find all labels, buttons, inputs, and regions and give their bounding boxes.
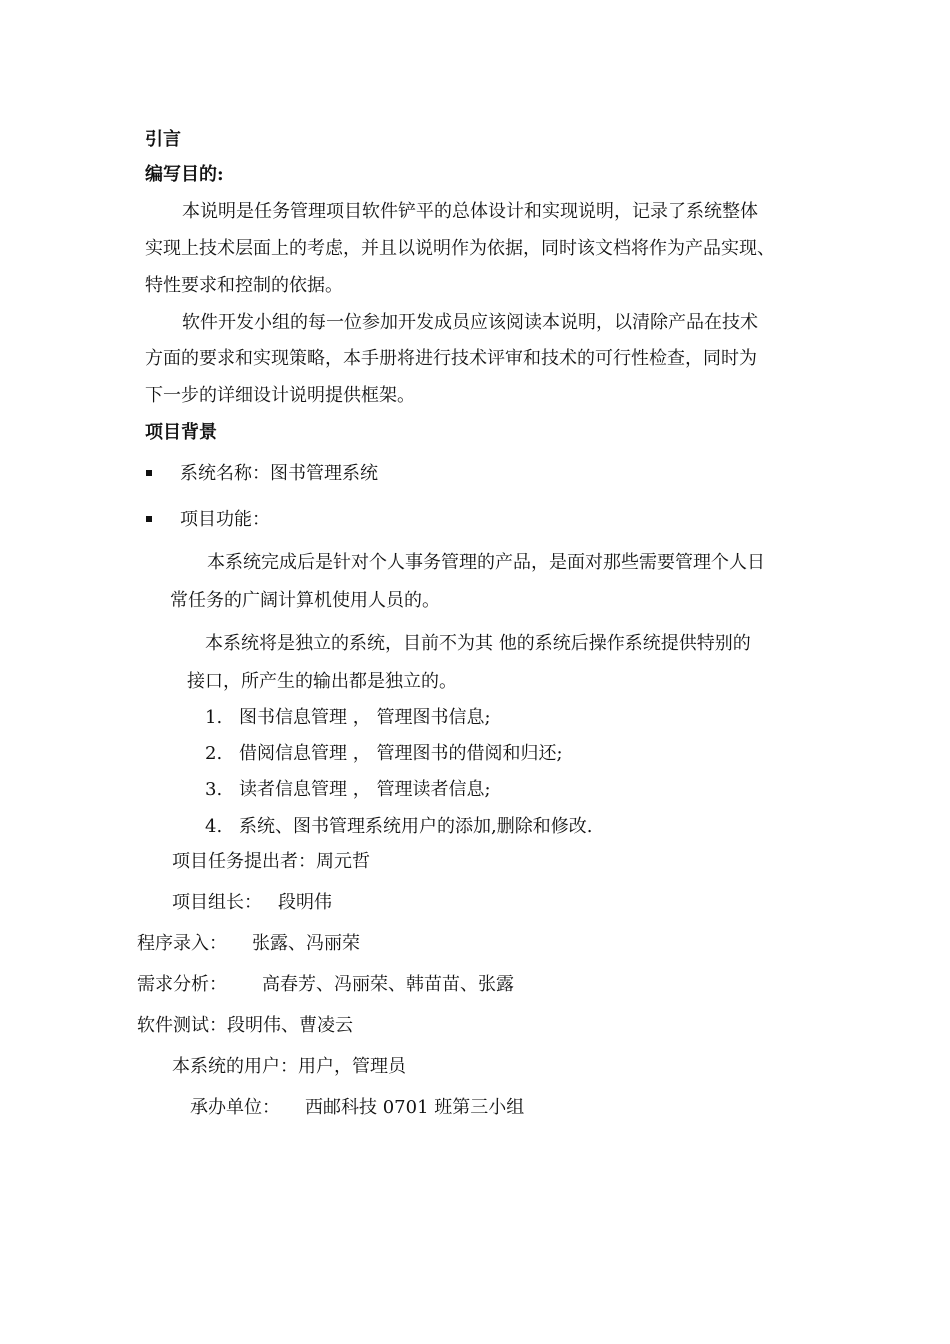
- subheading-purpose: 编写目的:: [145, 164, 224, 185]
- proposer-line: 项目任务提出者：周元哲: [172, 851, 370, 872]
- list-item-number: 3.: [205, 779, 223, 800]
- list-item-number: 1.: [205, 707, 223, 728]
- paragraph-line: 特性要求和控制的依据。: [145, 275, 343, 296]
- bullet-item: 项目功能：: [180, 509, 270, 530]
- entry-value: 张露、冯丽荣: [252, 933, 360, 954]
- section-heading-intro: 引言: [145, 129, 181, 150]
- paragraph-line: 常任务的广阔计算机使用人员的。: [170, 590, 440, 611]
- org-label: 承办单位：: [190, 1097, 280, 1118]
- list-item: 借阅信息管理 ， 管理图书的借阅和归还;: [239, 743, 563, 764]
- paragraph-line: 下一步的详细设计说明提供框架。: [145, 385, 415, 406]
- testing-line: 软件测试：段明伟、曹凌云: [137, 1015, 353, 1036]
- paragraph-line: 本系统将是独立的系统，目前不为其 他的系统后操作系统提供特别的: [205, 633, 751, 654]
- leader-value: 段明伟: [278, 892, 332, 913]
- paragraph-line: 接口，所产生的输出都是独立的。: [187, 671, 457, 692]
- square-bullet-icon: [146, 516, 152, 522]
- list-item-number: 2.: [205, 743, 223, 764]
- paragraph-line: 实现上技术层面上的考虑，并且以说明作为依据，同时该文档将作为产品实现、: [145, 238, 775, 259]
- org-value: 西邮科技 0701 班第三小组: [305, 1097, 525, 1118]
- paragraph-line: 方面的要求和实现策略，本手册将进行技术评审和技术的可行性检查，同时为: [145, 348, 757, 369]
- bullet-item: 系统名称：图书管理系统: [180, 463, 378, 484]
- analysis-value: 高春芳、冯丽荣、韩苗苗、张露: [262, 974, 514, 995]
- entry-label: 程序录入：: [137, 933, 227, 954]
- section-heading-background: 项目背景: [145, 422, 217, 443]
- analysis-label: 需求分析：: [137, 974, 227, 995]
- users-line: 本系统的用户：用户，管理员: [172, 1056, 406, 1077]
- paragraph-line: 本说明是任务管理项目软件铲平的总体设计和实现说明，记录了系统整体: [182, 201, 758, 222]
- list-item-number: 4.: [205, 816, 223, 837]
- paragraph-line: 本系统完成后是针对个人事务管理的产品，是面对那些需要管理个人日: [207, 552, 765, 573]
- leader-label: 项目组长：: [172, 892, 262, 913]
- square-bullet-icon: [146, 470, 152, 476]
- paragraph-line: 软件开发小组的每一位参加开发成员应该阅读本说明，以清除产品在技术: [182, 312, 758, 333]
- list-item: 图书信息管理 ， 管理图书信息;: [239, 707, 491, 728]
- list-item: 系统、图书管理系统用户的添加,删除和修改.: [239, 816, 593, 837]
- list-item: 读者信息管理 ， 管理读者信息;: [239, 779, 491, 800]
